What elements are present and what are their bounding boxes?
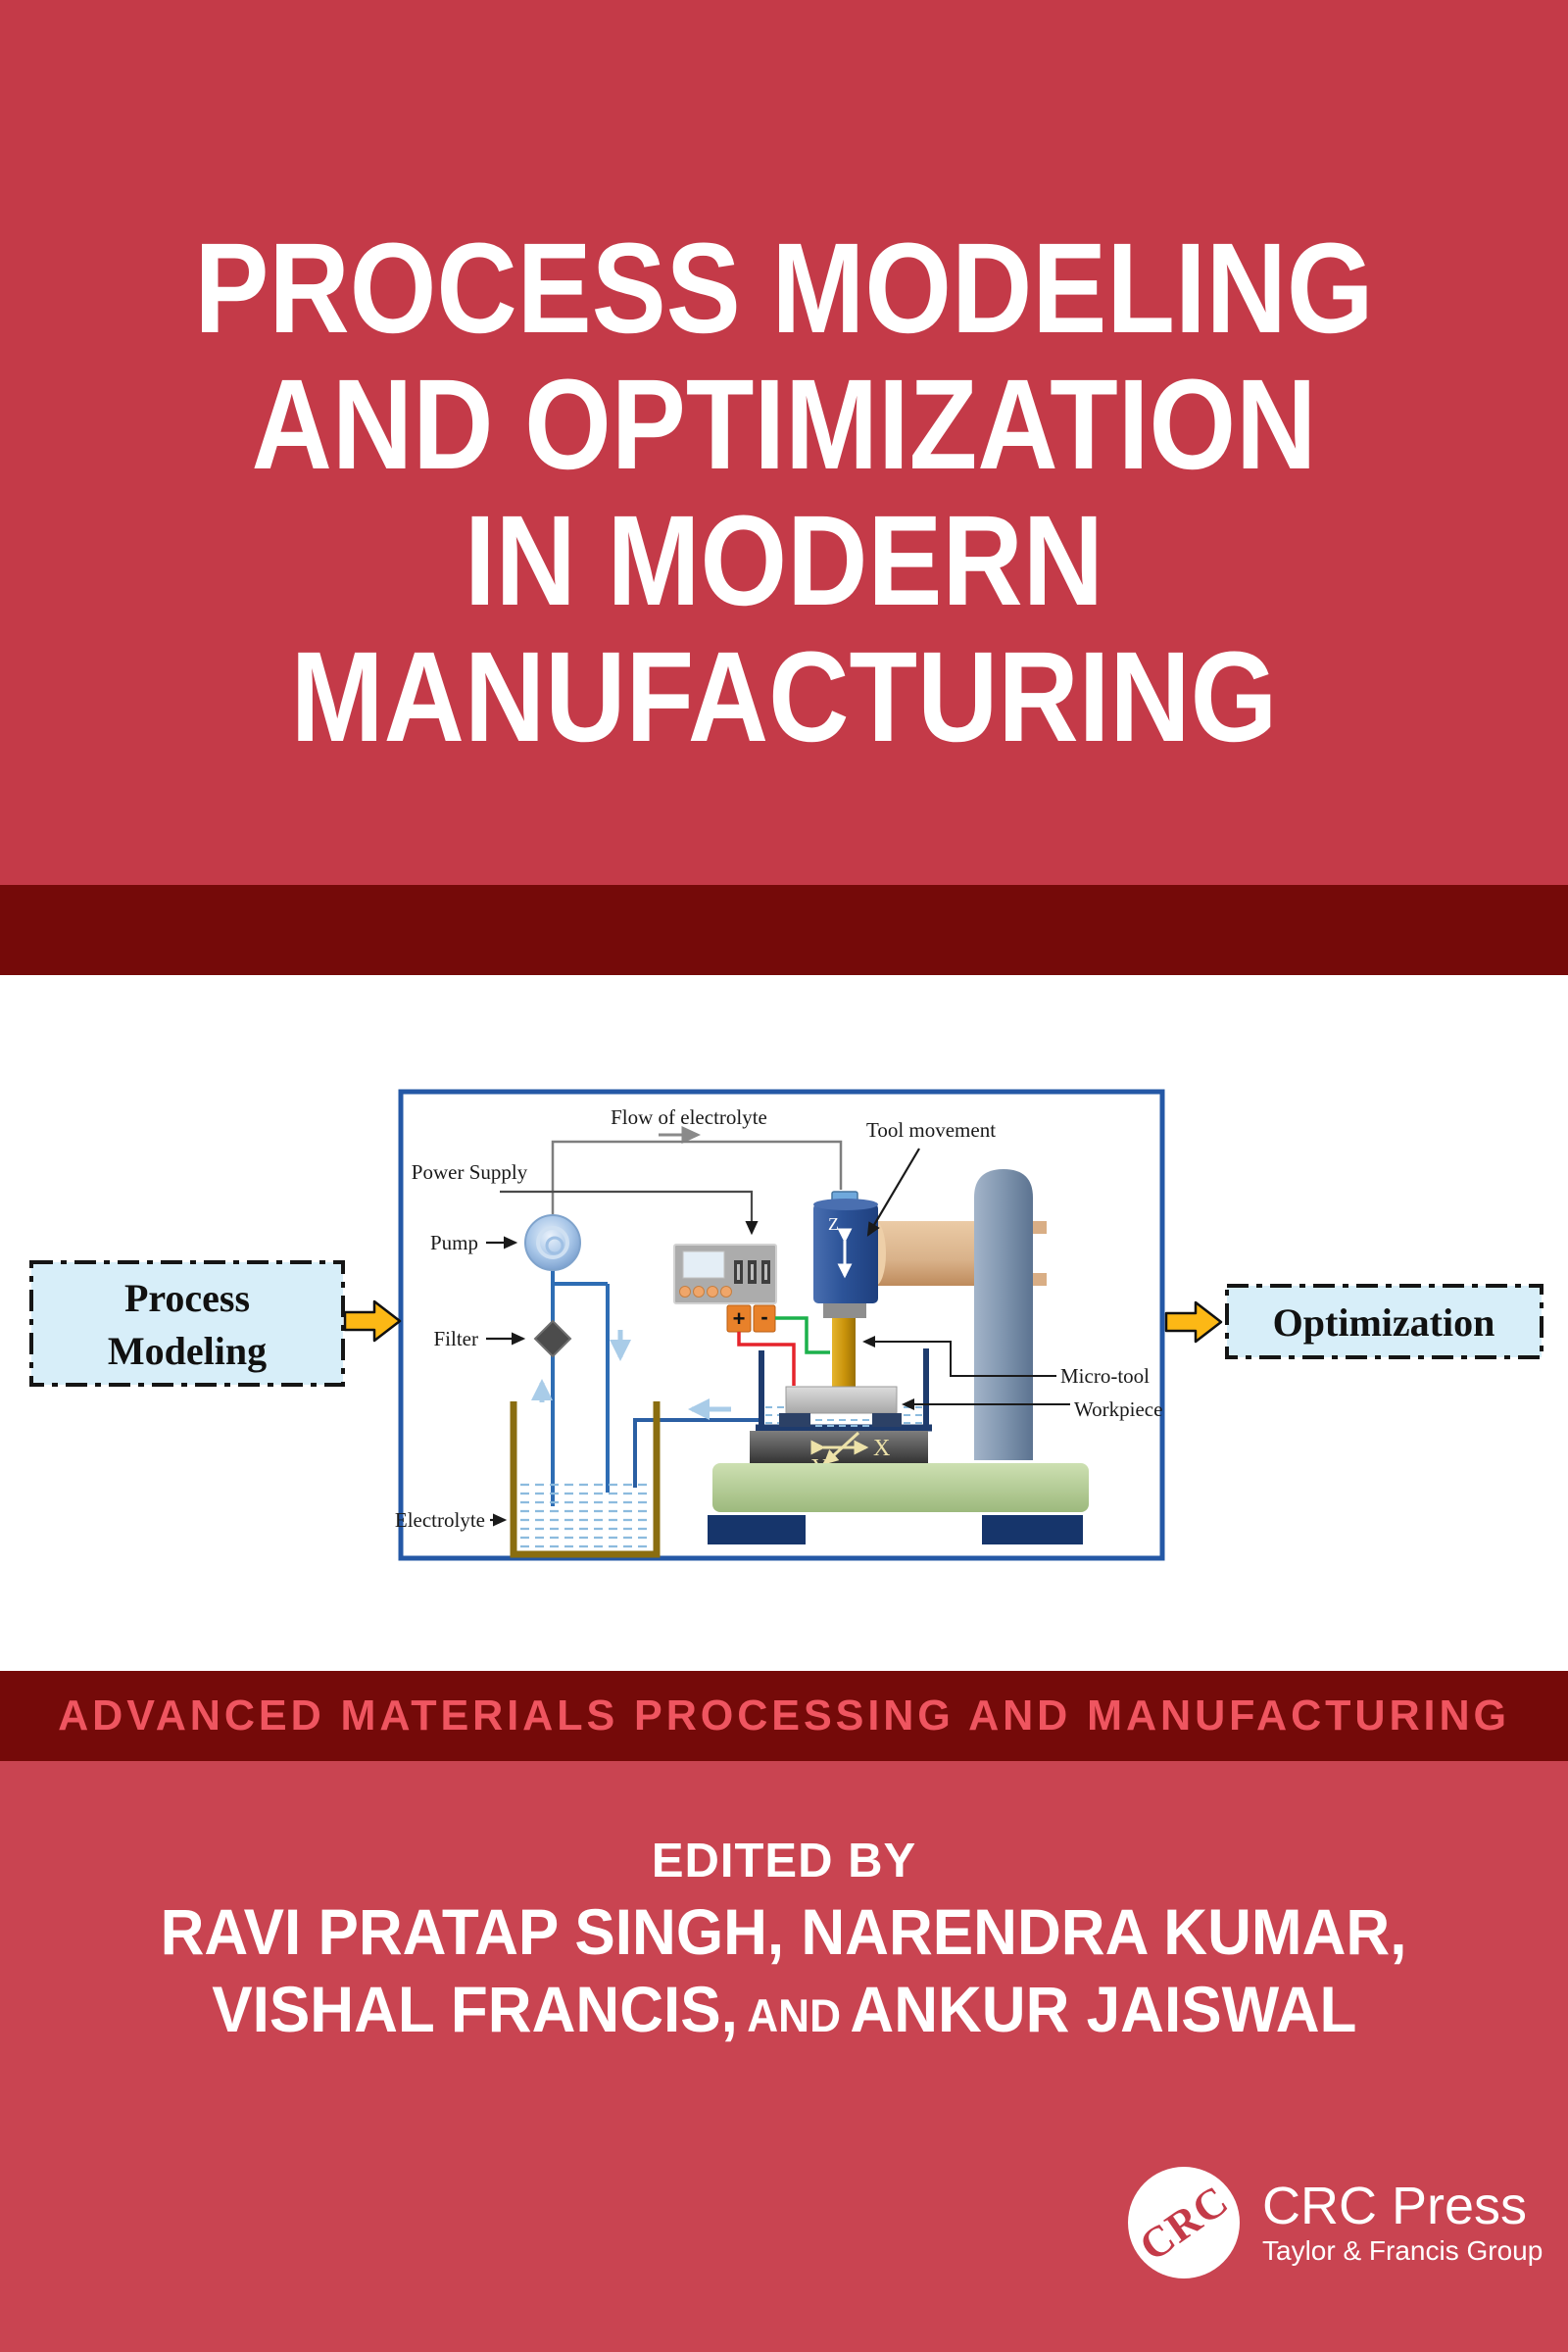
workpiece-support-right — [872, 1413, 902, 1427]
crc-logo-circle — [1128, 2167, 1240, 2278]
title-line-1: PROCESS MODELING — [194, 216, 1374, 360]
machine-foot-left — [708, 1515, 806, 1544]
optimization-text: Optimization — [1272, 1300, 1495, 1345]
right-yellow-arrow-icon — [1166, 1302, 1221, 1342]
filter-label: Filter — [433, 1327, 478, 1350]
editors-line-1 — [0, 1893, 1568, 1971]
top-red-band — [0, 0, 1568, 885]
title-line-4: MANUFACTURING — [290, 624, 1278, 768]
z-axis-label: Z — [828, 1214, 839, 1234]
tool-movement-label: Tool movement — [865, 1118, 997, 1142]
workpiece-support-left — [779, 1413, 810, 1427]
diagram-panel — [0, 975, 1568, 1671]
workpiece-block — [786, 1387, 897, 1413]
series-banner-text: ADVANCED MATERIALS PROCESSING AND MANUFACTURING — [58, 1691, 1510, 1740]
editors-line-2-and: AND — [746, 1989, 841, 2041]
book-title — [102, 216, 1466, 768]
editors-line-2-pre: VISHAL FRANCIS, — [211, 1973, 738, 2045]
maroon-divider-band — [0, 885, 1568, 975]
machine-arm — [875, 1221, 974, 1286]
pump-label: Pump — [429, 1231, 478, 1254]
process-modeling-text-line2: Modeling — [107, 1329, 268, 1373]
process-diagram — [0, 975, 1568, 1671]
power-supply-label: Power Supply — [411, 1160, 528, 1184]
arm-knob-top — [1033, 1221, 1047, 1234]
editors-line-2-text — [212, 1971, 1356, 2054]
title-line-3: IN MODERN — [464, 488, 1104, 632]
micro-tool-shaft — [832, 1318, 856, 1394]
process-modeling-text-line1: Process — [123, 1276, 251, 1320]
editors-line-1-text: RAVI PRATAP SINGH, NARENDRA KUMAR, — [161, 1895, 1407, 1968]
pump-icon — [525, 1215, 580, 1270]
editors-line-2 — [0, 1971, 1568, 2054]
machine-column — [974, 1169, 1033, 1460]
power-supply-unit — [674, 1245, 776, 1303]
crc-monogram: CRC — [1130, 2175, 1238, 2271]
editors-line-2-post: ANKUR JAISWAL — [850, 1973, 1357, 2045]
electrolyte-label: Electrolyte — [394, 1508, 485, 1532]
publisher-tagline: Taylor & Francis Group — [1262, 2235, 1544, 2266]
x-axis-label: X — [873, 1436, 891, 1461]
arm-knob-bottom — [1033, 1273, 1047, 1286]
micro-tool-label: Micro-tool — [1060, 1364, 1150, 1388]
plus-sign: + — [732, 1306, 746, 1331]
workpiece-label: Workpiece — [1074, 1397, 1163, 1421]
machine-foot-right — [982, 1515, 1083, 1544]
flow-of-electrolyte-label: Flow of electrolyte — [611, 1105, 767, 1129]
editors-section — [0, 1829, 1568, 2054]
machine-base — [712, 1463, 1089, 1512]
minus-sign: - — [760, 1304, 768, 1329]
publisher-name: CRC Press — [1262, 2177, 1528, 2235]
title-line-2: AND OPTIMIZATION — [251, 352, 1317, 496]
series-banner — [0, 1671, 1568, 1761]
left-yellow-arrow-icon — [345, 1301, 400, 1341]
edited-by-label: EDITED BY — [651, 1835, 917, 1887]
